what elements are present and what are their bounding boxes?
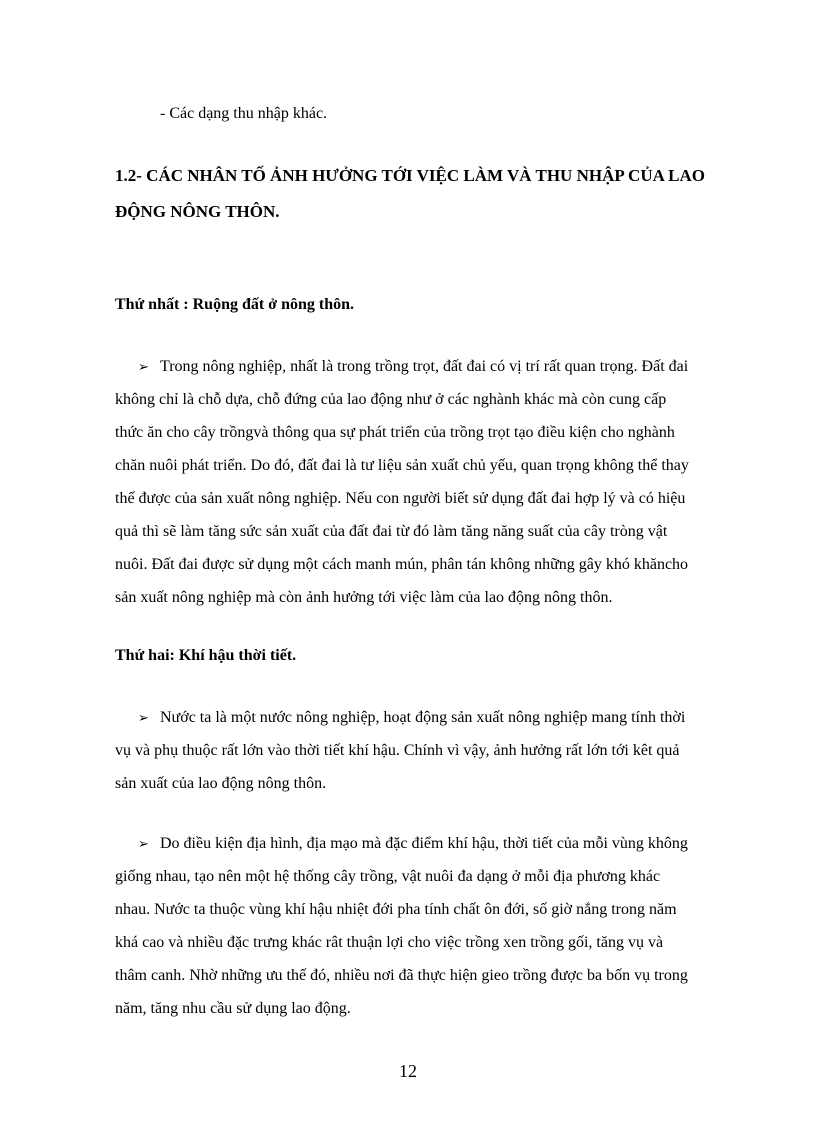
factor-2-paragraph-2-line: giống nhau, tạo nên một hệ thống cây trồng, vật nuôi đa dạng ở mỗi địa phương khác <box>115 868 661 885</box>
factor-1-paragraph-line: quả thì sẽ làm tăng sức sản xuất của đất đai từ đó làm tăng năng suất của cây tròng vật <box>115 523 668 540</box>
factor-1-title: Thứ nhất : Ruộng đất ở nông thôn. <box>115 296 354 313</box>
section-heading-line-2: ĐỘNG NÔNG THÔN. <box>115 202 280 221</box>
arrow-bullet-icon: ➢ <box>138 836 149 851</box>
factor-1-paragraph-line: không chỉ là chỗ dựa, chỗ đứng của lao động như ở các nghành khác mà còn cung cấp <box>115 391 667 408</box>
factor-1-paragraph-line: thế được của sản xuất nông nghiệp. Nếu con người biết sử dụng đất đai hợp lý và có hiệu <box>115 490 686 507</box>
arrow-bullet-icon: ➢ <box>138 359 149 374</box>
page-number: 12 <box>399 1061 417 1081</box>
factor-2-paragraph-2-line: thâm canh. Nhờ những ưu thế đó, nhiều nơi đã thực hiện gieo trồng được ba bốn vụ trong <box>115 967 688 984</box>
factor-2-paragraph-2-line: nhau. Nước ta thuộc vùng khí hậu nhiệt đới pha tính chất ôn đới, số giờ nắng trong năm <box>115 901 677 918</box>
arrow-bullet-icon: ➢ <box>138 710 149 725</box>
factor-1-paragraph-line: sản xuất nông nghiệp mà còn ảnh hưởng tới việc làm của lao động nông thôn. <box>115 589 613 606</box>
intro-list-item: - Các dạng thu nhập khác. <box>160 105 328 122</box>
paragraph-text: Nước ta là một nước nông nghiệp, hoạt động sản xuất nông nghiệp mang tính thời <box>160 709 686 726</box>
section-heading-line-1: 1.2- CÁC NHÂN TỐ ẢNH HƯỞNG TỚI VIỆC LÀM VÀ THU NHẬP CỦA LAO <box>115 166 706 185</box>
factor-1-paragraph-line: thức ăn cho cây trồngvà thông qua sự phát triển của trồng trọt tạo điều kiện cho nghành <box>115 424 675 441</box>
paragraph-text: Trong nông nghiệp, nhất là trong trồng trọt, đất đai có vị trí rất quan trọng. Đất đai <box>160 358 689 375</box>
factor-1-paragraph-line <box>138 357 688 377</box>
factor-2-title: Thứ hai: Khí hậu thời tiết. <box>115 647 297 664</box>
factor-2-paragraph-2-line: năm, tăng nhu cầu sử dụng lao động. <box>115 1000 351 1017</box>
factor-2-paragraph-1-line: vụ và phụ thuộc rất lớn vào thời tiết khí hậu. Chính vì vậy, ảnh hưởng rất lớn tới kêt quả <box>115 742 680 759</box>
factor-2-paragraph-1-line: sản xuất của lao động nông thôn. <box>115 775 327 792</box>
factor-1-paragraph-line: nuôi. Đất đai được sử dụng một cách manh mún, phân tán không những gây khó khăncho <box>115 556 689 573</box>
factor-1-paragraph-line: chăn nuôi phát triển. Do đó, đất đai là tư liệu sản xuất chủ yếu, quan trọng không thể thay <box>115 457 689 474</box>
factor-2-paragraph-2-line <box>138 834 688 854</box>
factor-2-paragraph-1-line <box>138 708 685 728</box>
paragraph-text: Do điều kiện địa hình, địa mạo mà đặc điểm khí hậu, thời tiết của mỗi vùng không <box>160 835 688 852</box>
factor-2-paragraph-2-line: khá cao và nhiều đặc trưng khác rât thuận lợi cho việc trồng xen trồng gối, tăng vụ và <box>115 934 664 951</box>
